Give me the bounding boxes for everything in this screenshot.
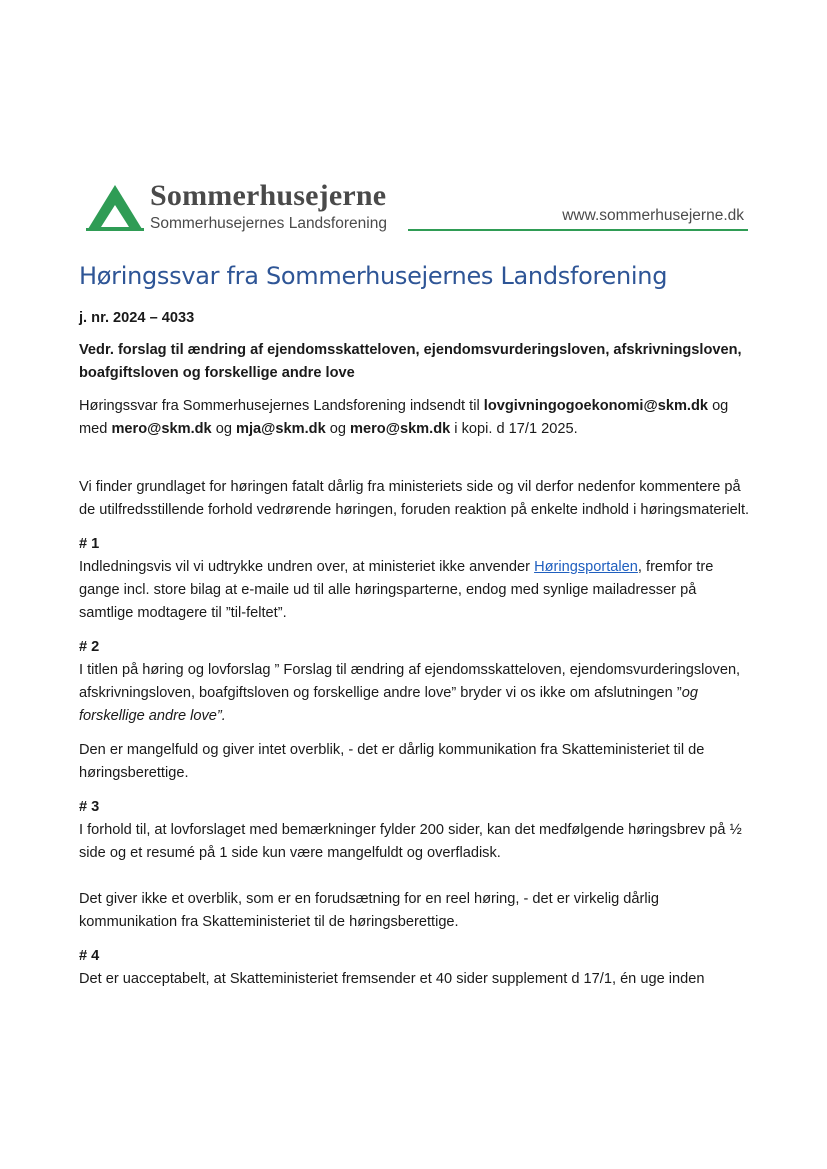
document-title: Høringssvar fra Sommerhusejernes Landsforening bbox=[79, 262, 668, 290]
email-mero-2: mero@skm.dk bbox=[350, 421, 451, 437]
intro-text-5: i kopi. d 17/1 2025. bbox=[450, 421, 578, 437]
section-2-text bbox=[79, 659, 751, 728]
section-4-text: Det er uacceptabelt, at Skatteministeriet fremsender et 40 sider supplement d 17/1, én uge inden bbox=[79, 971, 705, 987]
section-1-text-after: , fremfor tre gange incl. store bilag at e-maile ud til alle høringsparterne, endog med synlige mailadresser på samtlige modtagere til ”til-feltet”. bbox=[79, 559, 714, 621]
intro-text-4: og bbox=[325, 421, 351, 437]
section-3-text: I forhold til, at lovforslaget med bemærkninger fylder 200 sider, kan det medfølgende høringsbrev på ½ side og et resumé på 1 side kun være mangelfuldt og overfladisk. bbox=[79, 822, 742, 861]
section-1-text bbox=[79, 556, 751, 625]
section-3-paragraph-2: Det giver ikke et overblik, som er en forudsætning for en reel høring, - det er virkelig dårlig kommunikation fra Skatteministeriet til de høringsberettige. bbox=[79, 891, 659, 930]
intro-text-3: og bbox=[211, 421, 237, 437]
section-2-text-main: I titlen på høring og lovforslag ” Forslag til ændring af ejendomsskatteloven, ejendomsvurderingsloven, afskrivningsloven, boafgiftsloven og forskellige andre love” bryder vi os ikke om afslutningen ” bbox=[79, 662, 741, 701]
email-lovgivning: lovgivningogoekonomi@skm.dk bbox=[483, 398, 709, 414]
section-2-heading: # 2 bbox=[79, 639, 100, 655]
intro-paragraph bbox=[79, 395, 751, 441]
horingsportalen-link[interactable]: Høringsportalen bbox=[534, 559, 638, 575]
document-body bbox=[79, 262, 751, 991]
section-2-text-italic: og forskellige andre love”. bbox=[79, 685, 698, 724]
subject-line: Vedr. forslag til ændring af ejendomsskatteloven, ejendomsvurderingsloven, afskrivningsloven, boafgiftsloven og forskellige andre love bbox=[79, 342, 742, 381]
section-2-paragraph-2: Den er mangelfuld og giver intet overblik, - det er dårlig kommunikation fra Skatteministeriet til de høringsberettige. bbox=[79, 742, 705, 781]
brand-name: Sommerhusejerne bbox=[150, 179, 387, 212]
section-1-heading: # 1 bbox=[79, 536, 100, 552]
email-mero: mero@skm.dk bbox=[111, 421, 212, 437]
letterhead bbox=[86, 180, 748, 236]
intro-text-1: Høringssvar fra Sommerhusejernes Landsforening indsendt til bbox=[79, 398, 484, 414]
section-3-heading: # 3 bbox=[79, 799, 100, 815]
intro-text-2: og med bbox=[79, 398, 729, 437]
section-1-text-before: Indledningsvis vil vi udtrykke undren over, at ministeriet ikke anvender bbox=[79, 559, 535, 575]
website-url: www.sommerhusejerne.dk bbox=[562, 207, 744, 224]
brand-subtitle: Sommerhusejernes Landsforening bbox=[150, 215, 387, 232]
brand-divider bbox=[408, 229, 748, 231]
overview-paragraph: Vi finder grundlaget for høringen fatalt dårlig fra ministeriets side og vil derfor nedenfor kommentere på de utilfredsstillende forhold vedrørende høringen, foruden reaktion på enkelte indhold i høringsmaterielt. bbox=[79, 479, 750, 518]
house-logo-icon bbox=[86, 183, 144, 231]
journal-number: j. nr. 2024 – 4033 bbox=[79, 310, 195, 326]
section-4-heading: # 4 bbox=[79, 948, 100, 964]
email-mja: mja@skm.dk bbox=[236, 421, 326, 437]
